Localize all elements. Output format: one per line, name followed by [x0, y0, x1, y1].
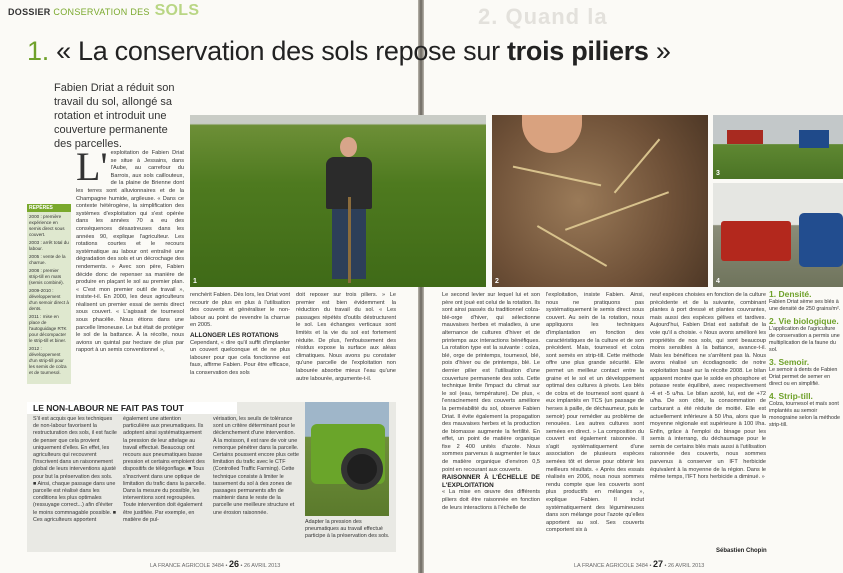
caption-text: Fabien Driat sème ses blés à une densité de 250 grains/m².: [769, 299, 841, 312]
reperes-item: 2011 : mise en place de l'autoguidage RTK pour décompacter le strip-till et biner.: [29, 314, 67, 343]
caption-item: [769, 290, 841, 313]
article-title: [27, 36, 671, 67]
photo-captions-sidebar: [769, 290, 841, 433]
farmer-field-photo: [190, 115, 486, 287]
author-signature: Sébastien Chopin: [716, 548, 767, 554]
tractor-field-photo: [713, 115, 843, 179]
box-title: LE NON-LABOUR NE FAIT PAS TOUT: [27, 402, 237, 414]
reperes-item: 2003 : arrêt total du labour.: [29, 240, 69, 251]
column-text: doit reposer sur trois piliers. » Le premier est bien évidemment la réduction du travail du sol. « Les passages répétés d'outils déstructurent le sol. Les échanges verticaux sont limités et la vie du sol est fortement réduite. De plus, l'enfouissement des résidus expose la surface aux aléas climatiques. Nous avons pu constater qu'une parcelle de l'exploitation non labourée absorbe mieux l'eau qu'une autre labourée, argumente-t-il.: [296, 292, 396, 382]
next-article-ghost-title: 2. Quand la: [478, 4, 608, 29]
blue-tractor-shape: [799, 213, 843, 267]
pitchfork: [348, 197, 351, 283]
caption-title: 1. Densité.: [769, 289, 812, 299]
straw-shape: [537, 225, 607, 267]
caption-text: L'application de l'agriculture de conservation a permis une multiplication de la faune du sol.: [769, 326, 840, 353]
photo-number: 1: [193, 278, 197, 285]
article-standfirst: Fabien Driat a réduit son travail du sol, allongé sa rotation et introduit une couverture permanente des parcelles.: [54, 82, 175, 150]
red-machine-shape: [727, 130, 763, 144]
photo-number: 3: [716, 170, 720, 177]
box-column-3: vérisation, les seuils de tolérance sont un critère déterminant pour le déclenchement d'une intervention. À la moisson, il est rare de voir une remorque pénétrer dans la parcelle. Certains poussent encore plus cette limitation du trafic avec le CTF (Controlled Traffic Farming). Cette technique consiste à limiter le tassement du sol à des zones de passages permanents afin de maintenir dans le reste de la parcelle une meilleure structure et une érosion raisonnée.: [213, 416, 299, 516]
article-column-6: neuf espèces choisies en fonction de la culture précédente et de la suivante, combinant plantes à port dressé et plantes couvrantes, mais aussi des espèces gélives et tardives. Aujourd'hui, Fabien Driat est satisfait de la voie qu'il a choisie. « Nous avons amélioré les propriétés de nos sols, qui sont beaucoup moins sensibles à la battance, avance-t-il. Mais les bénéfices ne s'arrêtent pas là. Nous avons réalisé un écodiagnostic de notre exploitation basé sur la récolte 2008. Le bilan apparent montre que le solde en phosphore et potasse reste équilibré, avec respectivement -4 et -5 u/ha. Le bilan azoté, lui, est de +72 u/ha. De son côté, la consommation de carburant a été réduite de moitié. Elle est actuellement inférieure à 50 l/ha, alors que la moyenne régionale est supérieure à 100 l/ha. Enfin, grâce à l'emploi du binage pour les semis à interrang, du déchaumage pour le semis de certains blés mais aussi à l'utilisation raisonnée des couverts, nous sommes parvenus à conserver un IFT herbicide équivalent à la moyenne de la région. Dans le même temps, l'IFT hors herbicide a diminué. »: [650, 292, 766, 481]
reperes-item: 2009-2010 : développement d'un semoir direct à dents.: [29, 288, 69, 311]
photo-number: 2: [495, 278, 499, 285]
hand-shape: [522, 115, 582, 153]
caption-text: Colza, tournesol et maïs sont implantés au semoir monograine selon la méthode strip-till.: [769, 401, 841, 428]
tractor-shape: [311, 424, 385, 484]
article-column-4: [442, 292, 540, 550]
rubric-main: DOSSIER: [8, 7, 51, 17]
section-subhead: RAISONNER À L'ÉCHELLE DE L'EXPLOITATION: [442, 474, 540, 489]
article-column-3: [296, 292, 396, 396]
page-number: 27: [652, 559, 663, 569]
blue-tractor-shape: [799, 130, 829, 148]
soil-closeup-photo: [492, 115, 708, 287]
article-column-1: [76, 150, 184, 395]
sidebar-box-non-labour: [27, 402, 396, 552]
farmer-figure: [320, 137, 378, 285]
folio-left: [150, 559, 280, 569]
article-column-5: l'exploitation, insiste Fabien. Ainsi, nous ne pratiquons pas systématiquement le semis direct sous couvert. Au sein de la rotation, nous appliquons les techniques d'implantation en fonction des caractéristiques de la culture et de son précédent. Mais, tournesol et colza sont semés en strip-till. Cette méthode offre une plus grande sécurité. Elle permet un meilleur contact entre la graine et le sol et un développement optimal des cultures à pivots. Les blés de colza et de tournesol sont quant à eux implantés en TCS (un passage de herses à paille, de déchaumeur, puis le semoir) pour remédier au problème de renouées. Les autres cultures sont semées en direct. » La composition du couvert est également raisonnée. Il s'agit systématiquement d'une association de plusieurs espèces semées tôt et dense pour obtenir les meilleurs résultats. « Après des essais réalisés en 2006, nous nous sommes rendu compte que les couverts sont plus productifs en mélanges », explique Fabien. Il inclut systématiquement des légumineuses dans son mélange pour l'azote qu'elles apportent au sol. Ses couverts comportent six à: [546, 292, 644, 534]
box-column-2: également une attention particulière aux pneumatiques. Ils adoptent ainsi systématiquement la pression de leur attelage au travail effectué. Beaucoup ont recours aux pneumatiques basse pression et certains emploient des dispositifs de télégonflage. ■ Tous s'inscrivent dans une optique de limitation du trafic dans la parcelle. Dans la mesure du possible, les interventions sont regroupées. Toute intervention doit également être justifiée. Par exemple, en matière de pul-: [123, 416, 206, 523]
column-text: renchérit Fabien. Dès lors, les Driat vont recourir de plus en plus à l'utilisation des couverts et généraliser le non-labour au point de revendre la charrue en 2005.: [190, 292, 290, 329]
tractor-tire-photo: [305, 402, 389, 516]
reperes-item: 2012 : développement d'un strip-till pour les semis de colza et de tournesol.: [29, 346, 67, 375]
section-subhead: ALLONGER LES ROTATIONS: [190, 331, 279, 339]
caption-title: 2. Vie biologique.: [769, 316, 839, 326]
reperes-heading: REPÈRES: [27, 204, 71, 212]
caption-item: [769, 358, 841, 388]
seeder-shape: [721, 221, 791, 261]
reperes-box: [27, 204, 71, 384]
seeder-photo: [713, 183, 843, 287]
folio-date: • 26 AVRIL 2013: [240, 563, 281, 569]
title-text: « La conservation des sols repose sur: [48, 36, 507, 66]
caption-title: 3. Semoir.: [769, 357, 810, 367]
straw-shape: [513, 166, 601, 187]
box-photo-caption: Adapter la pression des pneumatiques au travail effectué participe à la préservation des sols.: [305, 519, 390, 539]
drop-cap: L': [76, 150, 108, 189]
rubric-sub: CONSERVATION DES: [53, 7, 150, 17]
caption-item: [769, 317, 841, 354]
column-text: Cependant, « dire qu'il suffit d'implanter un couvert quelconque et de ne plus labourer pour que cela fonctionne est faux, affirme Fabien. Pour être efficace, la conservation des sols: [190, 339, 290, 376]
title-end: »: [648, 36, 671, 66]
rubric-big: SOLS: [154, 2, 200, 19]
caption-text: Le semoir à dents de Fabien Driat permet de semer en direct ou en simplifié.: [769, 367, 838, 387]
section-rubric: [8, 2, 199, 20]
folio-right: [574, 559, 704, 569]
folio-text: LA FRANCE AGRICOLE 3484 •: [150, 563, 228, 569]
straw-shape: [565, 191, 669, 231]
column-text: « La mise en œuvre des différents piliers doit être raisonnée en fonction de leurs interactions à l'échelle de: [442, 489, 540, 511]
column-text: exploitation de Fabien Driat se situe à Jessains, dans l'Aube, au carrefour du Barrois, aux sols caillouteux, de la plaine de Brienne dont les terres sont alluvionnaires et de la Champagne humide, argileuse. « Dans ce contexte hétérogène, la simplification des systèmes d'exploitation qui s'est opérée dans les années 70 a eu des conséquences désastreuses dans les années 90, explique l'agriculteur. Les rotations courtes et le recours systématique au labour ont entraîné une dégradation des sols et un décrochage des rendements. » Avec son père, Fabien décide donc de repenser sa manière de produire en plaçant le sol au premier plan. « C'est mon premier outil de travail », insiste-t-il. En 2000, les deux agriculteurs réalisent un premier essai de semis direct sous couvert. « L'agissait de tournesol sous phacélie. Nous étions dans une parcelle limoneuse. Le but était de protéger le sol de la battance. À la récolte, nous avions un quintal par hectare de plus par rapport à un semis conventionnel »,: [76, 150, 184, 354]
title-number: 1.: [27, 36, 49, 66]
wheel-shape: [341, 448, 383, 490]
reperes-item: 2005 : vente de la charrue.: [29, 254, 66, 265]
article-column-2: [190, 292, 290, 396]
box-column-1: S'il est acquis que les techniques de non-labour favorisent la restructuration des sols, il est facile de penser que cela provient uniquement d'elles. En effet, les agriculteurs qui recouvrent l'inscrivent dans un raisonnement global de leurs interventions ajusté pour but la préservation des sols. ■ Ainsi, chaque passage dans une parcelle est réalisé dans les conditions les plus optimales (ressuyage correct...) afin d'éviter le moins commnagable possible. ■ Ces agriculteurs apportent: [33, 416, 117, 523]
column-text: Le second levier sur lequel lui et son père ont joué est celui de la rotation. Ils sont ainsi passés du traditionnel colza-blé-orge d'hiver, qui sélectionne mauvaises herbes et maladies, à une alternance de cultures d'hiver et de printemps aux interactions bénéfiques. La rotation type est la suivante : colza, blé, orge de printemps, tournesol, blé, pois d'hiver ou de printemps, blé. Le dernier pilier est l'utilisation d'une couverture permanente des sols. Cette technique limite l'impact du climat sur le sol (eau, température). De plus, « l'enracinement des couverts améliore la perméabilité du sol, observe Fabien Driat. Il évite également la propagation des mauvaises herbes et la production de biomasse augmente la fertilité. En effet, un point de matière organique fixe 2 400 unités d'azote. Nous sommes parvenus à augmenter le taux de matière organique d'environ 0,5 point en recourant aux couverts.: [442, 292, 540, 473]
caption-title: 4. Strip-till.: [769, 391, 813, 401]
reperes-item: 2000 : première expérience en semis direct sous couvert.: [29, 214, 65, 237]
farmer-head: [340, 137, 357, 157]
folio-text: LA FRANCE AGRICOLE 3484 •: [574, 563, 652, 569]
title-bold: trois piliers: [506, 36, 649, 66]
folio-date: • 26 AVRIL 2013: [664, 563, 705, 569]
photo-number: 4: [716, 278, 720, 285]
reperes-item: 2008 : premier strip-till en maïs (semis combiné).: [29, 268, 64, 285]
caption-item: [769, 392, 841, 429]
straw-shape: [614, 139, 661, 194]
page-number: 26: [228, 559, 239, 569]
